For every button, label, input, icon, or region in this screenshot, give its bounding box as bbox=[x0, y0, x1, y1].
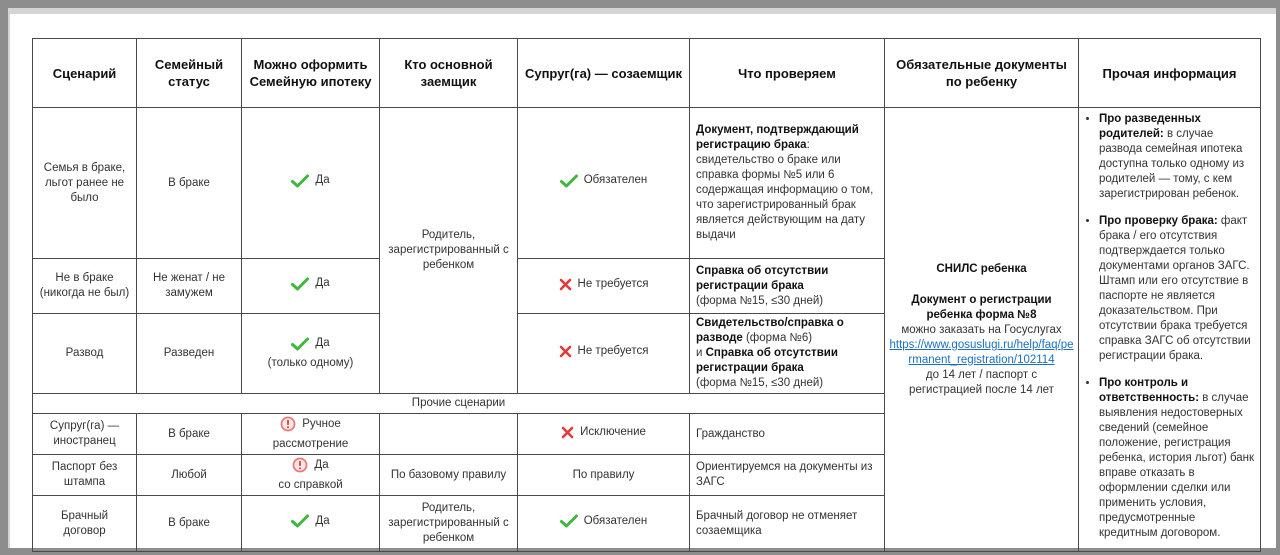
cell-scenario: Семья в браке, льгот ранее не было bbox=[33, 108, 137, 259]
check-icon bbox=[291, 514, 309, 528]
eligible-label: Да bbox=[315, 514, 330, 527]
age-note: до 14 лет / паспорт с регистрацией после 14 лет bbox=[909, 368, 1054, 396]
cell-status: Не женат / не замужем bbox=[137, 259, 242, 314]
cross-icon bbox=[559, 345, 572, 358]
eligible-label: Да bbox=[315, 174, 330, 187]
coborrower-label: Обязателен bbox=[583, 514, 648, 527]
header-main-borrower: Кто основной заемщик bbox=[380, 39, 518, 108]
cell-eligible bbox=[242, 314, 380, 394]
coborrower-label: Не требуется bbox=[577, 345, 649, 357]
cell-status: Любой bbox=[137, 455, 242, 496]
eligible-note: со справкой bbox=[278, 479, 343, 491]
coborrower-label: Обязателен bbox=[583, 174, 648, 187]
family-mortgage-table bbox=[32, 38, 1261, 552]
reg-doc-label: Документ о регистрации ребенка форма №8 bbox=[911, 293, 1052, 321]
info-title: Про проверку брака: bbox=[1099, 215, 1218, 227]
check-text: : свидетельство о браке или справка формы №5 или 6 содержащая информацию о том, что зарегистрированный брак является действующим на дату выдачи bbox=[696, 139, 874, 241]
check-title: Справка об отсутствии регистрации брака bbox=[696, 264, 829, 292]
cell-eligible bbox=[242, 455, 380, 496]
header-coborrower: Супруг(га) — созаемщик bbox=[518, 39, 690, 108]
cell-eligible bbox=[242, 414, 380, 455]
header-row bbox=[33, 39, 1261, 108]
cell-coborrower: По правилу bbox=[518, 455, 690, 496]
other-info-list bbox=[1085, 112, 1256, 541]
eligible-label: Да bbox=[314, 458, 329, 471]
header-scenario: Сценарий bbox=[33, 39, 137, 108]
check-icon bbox=[291, 174, 309, 188]
cell-scenario: Развод bbox=[33, 314, 137, 394]
info-title: Про разведенных родителей: bbox=[1099, 113, 1201, 140]
cell-what-we-check: Ориентируемся на документы из ЗАГС bbox=[690, 455, 885, 496]
header-child-docs: Обязательные документы по ребенку bbox=[885, 39, 1079, 108]
eligible-note: рассмотрение bbox=[272, 438, 349, 450]
check-text-2: (форма №15, ≤30 дней) bbox=[696, 377, 824, 389]
check-text-1: (форма №6) bbox=[742, 332, 813, 344]
cell-coborrower bbox=[518, 108, 690, 259]
cell-coborrower bbox=[518, 414, 690, 455]
eligible-note: (только одному) bbox=[267, 356, 354, 369]
coborrower-label: Исключение bbox=[580, 425, 646, 438]
eligible-label: Ручное bbox=[302, 417, 341, 430]
check-title: Документ, подтверждающий регистрацию брака bbox=[696, 124, 859, 151]
cell-child-docs bbox=[885, 108, 1079, 552]
cell-status: В браке bbox=[137, 496, 242, 552]
cell-coborrower bbox=[518, 314, 690, 394]
check-icon bbox=[560, 514, 578, 528]
cell-what-we-check bbox=[690, 314, 885, 394]
cell-what-we-check: Брачный договор не отменяет созаемщика bbox=[690, 496, 885, 552]
cell-scenario: Паспорт без штампа bbox=[33, 455, 137, 496]
cell-eligible bbox=[242, 259, 380, 314]
section-label: Прочие сценарии bbox=[33, 394, 885, 414]
cell-scenario: Супруг(га) — иностранец bbox=[33, 414, 137, 455]
cell-status: В браке bbox=[137, 108, 242, 259]
order-note: можно заказать на Госуслугах bbox=[901, 323, 1062, 336]
cell-other-info bbox=[1079, 108, 1261, 552]
cell-scenario: Брачный договор bbox=[33, 496, 137, 552]
cell-status: Разведен bbox=[137, 314, 242, 394]
header-eligible: Можно оформить Семейную ипотеку bbox=[242, 39, 380, 108]
snils-label: СНИЛС ребенка bbox=[936, 262, 1027, 275]
cell-main-borrower: По базовому правилу bbox=[380, 455, 518, 496]
eligible-label: Да bbox=[315, 337, 330, 350]
cell-what-we-check: Гражданство bbox=[690, 414, 885, 455]
cross-icon bbox=[561, 426, 574, 439]
cross-icon bbox=[559, 278, 572, 291]
cell-status: В браке bbox=[137, 414, 242, 455]
cell-scenario: Не в браке (никогда не был) bbox=[33, 259, 137, 314]
check-title-1: Свидетельство/справка о разводе bbox=[696, 317, 844, 344]
info-text: в случае развода семейная ипотека доступна только одному из родителей — тому, с кем зарегистрирован ребенок. bbox=[1099, 128, 1245, 200]
warning-icon bbox=[292, 457, 308, 473]
table-row-married bbox=[33, 108, 1261, 259]
cell-what-we-check bbox=[690, 259, 885, 314]
info-text: в случае выявления недостоверных сведений (семейное положение, регистрация ребенка, история льгот) банк вправе отказать в оформлении сделки или применить условия, предусмотренные кредитным договором. bbox=[1099, 392, 1255, 539]
header-family-status: Семейный статус bbox=[137, 39, 242, 108]
eligible-label: Да bbox=[315, 277, 330, 290]
info-item-marriage-check bbox=[1099, 214, 1256, 364]
check-and: и bbox=[696, 347, 706, 359]
coborrower-label: Не требуется bbox=[577, 277, 649, 290]
info-item-control bbox=[1099, 376, 1256, 541]
cell-eligible bbox=[242, 108, 380, 259]
check-title-2: Справка об отсутствии регистрации брака bbox=[696, 347, 838, 374]
check-icon bbox=[291, 277, 309, 291]
check-icon bbox=[291, 337, 309, 351]
cell-main-borrower-shared: Родитель, зарегистрированный с ребенком bbox=[380, 108, 518, 394]
gosuslugi-link[interactable]: https://www.gosuslugi.ru/help/faq/permanent_registration/102114 bbox=[889, 338, 1074, 366]
cell-what-we-check bbox=[690, 108, 885, 259]
check-icon bbox=[560, 174, 578, 188]
cell-eligible bbox=[242, 496, 380, 552]
info-item-divorced-parents bbox=[1099, 112, 1256, 202]
info-title: Про контроль и ответственность: bbox=[1099, 377, 1200, 404]
cell-main-borrower: Родитель, зарегистрированный с ребенком bbox=[380, 496, 518, 552]
header-other-info: Прочая информация bbox=[1079, 39, 1261, 108]
cell-coborrower bbox=[518, 496, 690, 552]
check-text: (форма №15, ≤30 дней) bbox=[696, 294, 824, 307]
info-text: факт брака / его отсутствия подтверждается только документами органов ЗАГС. Штамп или его отсутствие в паспорте не является доказательством. При отсутствии брака требуется справка ЗАГС об отсутствии регистрации брака. bbox=[1099, 215, 1251, 362]
header-what-we-check: Что проверяем bbox=[690, 39, 885, 108]
cell-main-borrower bbox=[380, 414, 518, 455]
warning-icon bbox=[280, 416, 296, 432]
cell-coborrower bbox=[518, 259, 690, 314]
